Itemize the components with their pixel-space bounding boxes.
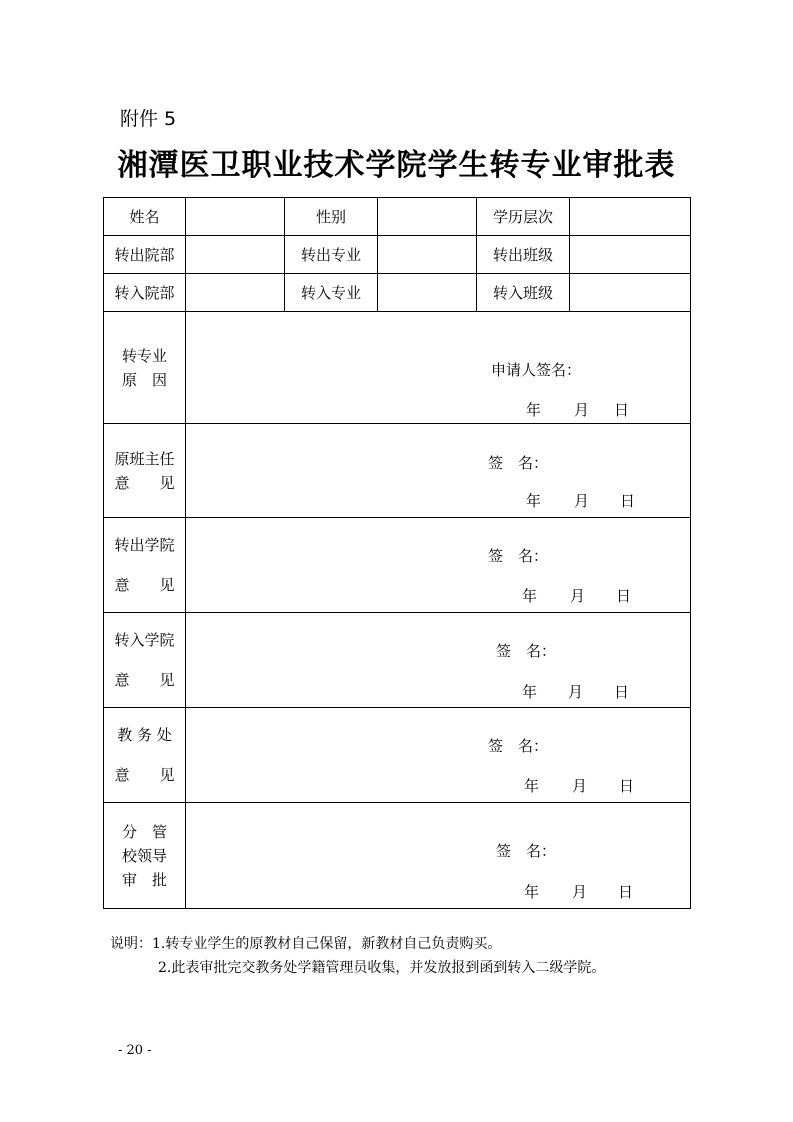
opinion-row-out-college: [104, 518, 691, 613]
in-college-label-line2: 意 见: [114, 671, 175, 689]
signature-label: 签 名：: [488, 547, 549, 565]
in-department-field[interactable]: [186, 274, 285, 312]
out-department-label: 转出院部: [104, 236, 186, 274]
head-teacher-opinion-field[interactable]: [186, 424, 691, 518]
name-label: 姓名: [104, 198, 186, 236]
signature-label: 签 名：: [496, 842, 557, 860]
reason-field[interactable]: [186, 312, 691, 424]
academic-affairs-opinion-field[interactable]: [186, 708, 691, 803]
opinion-row-reason: [104, 312, 691, 424]
info-row-basic: [104, 198, 691, 236]
gender-label: 性别: [285, 198, 378, 236]
info-row-transfer-in: [104, 274, 691, 312]
year-label: 年: [526, 401, 542, 419]
reason-label-line2: 原 因: [121, 370, 167, 389]
month-label: 月: [574, 492, 590, 510]
applicant-signature-label: 申请人签名：: [491, 361, 582, 379]
in-college-label: [104, 613, 186, 708]
education-level-label: 学历层次: [477, 198, 570, 236]
month-label: 月: [572, 777, 588, 795]
out-class-label: 转出班级: [477, 236, 570, 274]
gender-field[interactable]: [378, 198, 477, 236]
notes: [110, 932, 605, 980]
academic-affairs-label: [104, 708, 186, 803]
head-teacher-label-line1: 原班主任: [114, 449, 175, 468]
school-leader-label-line2: 校领导: [121, 846, 167, 865]
day-label: 日: [619, 777, 635, 795]
note-line-1: 说明：1.转专业学生的原教材自己保留，新教材自己负责购买。: [110, 936, 502, 952]
signature-label: 签 名：: [488, 454, 549, 472]
education-level-field[interactable]: [570, 198, 691, 236]
in-college-label-line1: 转入学院: [114, 631, 175, 649]
in-class-label: 转入班级: [477, 274, 570, 312]
out-department-field[interactable]: [186, 236, 285, 274]
academic-affairs-label-line2: 意 见: [114, 766, 175, 784]
opinion-row-school-leader: [104, 803, 691, 909]
page-title: 湘潭医卫职业技术学院学生转专业审批表: [117, 148, 676, 183]
in-department-label: 转入院部: [104, 274, 186, 312]
opinion-row-academic-affairs: [104, 708, 691, 803]
name-field[interactable]: [186, 198, 285, 236]
out-college-opinion-field[interactable]: [186, 518, 691, 613]
attachment-label: 附件 5: [120, 108, 177, 130]
day-label: 日: [614, 401, 630, 419]
day-label: 日: [614, 683, 630, 701]
opinion-row-head-teacher: [104, 424, 691, 518]
year-label: 年: [522, 587, 538, 605]
reason-label-line1: 转专业: [121, 346, 167, 365]
day-label: 日: [620, 492, 636, 510]
signature-label: 签 名：: [488, 737, 549, 755]
month-label: 月: [568, 683, 584, 701]
month-label: 月: [574, 401, 590, 419]
out-class-field[interactable]: [570, 236, 691, 274]
school-leader-approval-field[interactable]: [186, 803, 691, 909]
in-major-label: 转入专业: [285, 274, 378, 312]
info-row-transfer-out: [104, 236, 691, 274]
day-label: 日: [616, 587, 632, 605]
academic-affairs-label-line1: 教 务 处: [117, 726, 172, 744]
year-label: 年: [526, 492, 542, 510]
year-label: 年: [522, 683, 538, 701]
reason-label: [104, 312, 186, 424]
out-college-label-line2: 意 见: [114, 576, 175, 594]
out-major-label: 转出专业: [285, 236, 378, 274]
year-label: 年: [524, 883, 540, 901]
approval-form-table: [103, 197, 691, 909]
school-leader-label: [104, 803, 186, 909]
month-label: 月: [572, 883, 588, 901]
head-teacher-label: [104, 424, 186, 518]
day-label: 日: [618, 883, 634, 901]
opinion-row-in-college: [104, 613, 691, 708]
month-label: 月: [570, 587, 586, 605]
in-major-field[interactable]: [378, 274, 477, 312]
in-class-field[interactable]: [570, 274, 691, 312]
out-college-label-line1: 转出学院: [114, 536, 175, 554]
out-college-label: [104, 518, 186, 613]
year-label: 年: [524, 777, 540, 795]
head-teacher-label-line2: 意 见: [114, 473, 175, 492]
out-major-field[interactable]: [378, 236, 477, 274]
note-line-2: 2.此表审批完交教务处学籍管理员收集，并发放报到函到转入二级学院。: [158, 960, 606, 976]
school-leader-label-line1: 分 管: [121, 822, 167, 841]
signature-label: 签 名：: [496, 642, 557, 660]
school-leader-label-line3: 审 批: [121, 870, 167, 889]
in-college-opinion-field[interactable]: [186, 613, 691, 708]
page-number: - 20 -: [118, 1043, 152, 1058]
